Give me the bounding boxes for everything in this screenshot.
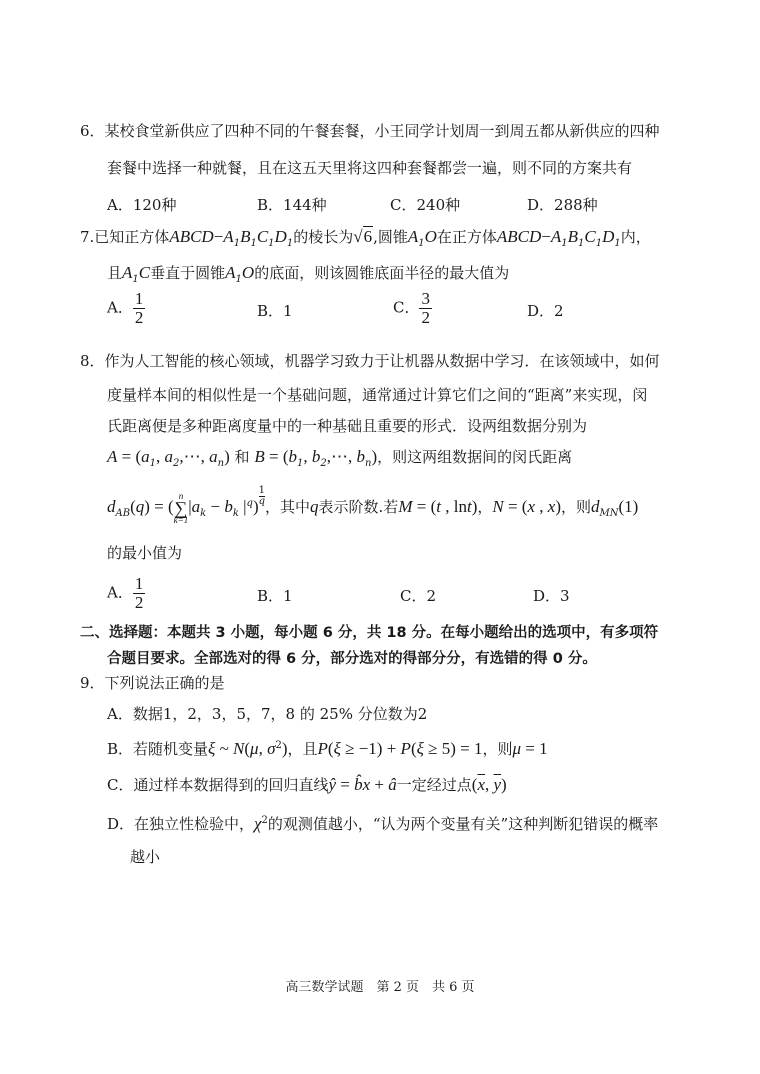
q9-option-c: C．通过样本数据得到的回归直线ŷ = b̂x + â一定经过点($\overline{x}$, $\overline{y}$)	[107, 775, 507, 794]
q8-line2: 度量样本间的相似性是一个基础问题，通常通过计算它们之间的“距离”来实现，闵	[107, 386, 648, 404]
q8-line6: 的最小值为	[107, 544, 183, 562]
q8-option-b: B．1	[257, 587, 293, 605]
q9-option-a: A．数据1，2，3，5，7，8 的 25% 分位数为2	[107, 705, 428, 723]
q9-option-b: B．若随机变量ξ ~ N(μ, $\sigma^2$)，且P(ξ ≥ −1) + P(ξ ≥ 5) = 1，则μ = 1	[107, 739, 548, 758]
q8-option-d: D．3	[533, 587, 570, 605]
sqrt-symbol: √	[353, 227, 363, 246]
q6-option-b: B．144种	[257, 196, 327, 214]
q8-line5: $d_{AB}(q)$ = ( n ∑ k=1 $|a_k - b_k$ $|^q$) $^{\frac{1}{q}}$ ，其中q表示阶数.若M = (t , lnt)，N = (x , x)，则$d_{MN}(1)$	[107, 485, 639, 526]
section2-line1: 二、选择题：本题共 3 小题，每小题 6 分，共 18 分。在每小题给出的选项中，有多项符	[80, 625, 659, 641]
q6-option-d: D．288种	[527, 196, 598, 214]
q8-line4: $A = (a_1$, $a_2,\cdots$, $a_n$) 和 $B = (b_1$, $b_2,\cdots$, $b_n$)，则这两组数据间的闵氏距离	[107, 447, 573, 469]
q6-line2: 套餐中选择一种就餐，且在这五天里将这四种套餐都尝一遍，则不同的方案共有	[107, 159, 633, 177]
q7-option-d: D．2	[527, 302, 564, 320]
q8-line1: 8．作为人工智能的核心领域，机器学习致力于让机器从数据中学习．在该领域中，如何	[80, 352, 660, 370]
q7-line1: 7.已知正方体$ABCD-A_1B_1C_1D_1$的棱长为√6,圆锥$A_1O$在正方体$ABCD-A_1B_1C_1D_1$内，	[80, 227, 651, 249]
q9-stem: 9．下列说法正确的是	[80, 674, 225, 692]
q9-option-d-line2: 越小	[130, 848, 161, 866]
q9-option-d-line1: D．在独立性检验中，$\chi^2$的观测值越小，“认为两个变量有关”这种判断犯错误的概率	[107, 814, 659, 833]
q7-option-a: A． $\frac{1}{2}$	[107, 289, 144, 327]
q6-option-c: C．240种	[390, 196, 461, 214]
q7-option-b: B．1	[257, 302, 293, 320]
q6-line1: 6．某校食堂新供应了四种不同的午餐套餐，小王同学计划周一到周五都从新供应的四种	[80, 122, 660, 140]
q7-line2: 且$A_1C$垂直于圆锥$A_1O$的底面，则该圆锥底面半径的最大值为	[107, 263, 510, 285]
q8-line3: 氏距离便是多种距离度量中的一种基础且重要的形式．设两组数据分别为	[107, 417, 588, 435]
q8-option-a: A． $\frac{1}{2}$	[107, 574, 144, 612]
q6-option-a: A．120种	[107, 196, 177, 214]
page-footer: 高三数学试题 第 2 页 共 6 页	[285, 980, 475, 995]
q7-option-c: C． $\frac{3}{2}$	[393, 289, 430, 327]
section2-line2: 合题目要求。全部选对的得 6 分，部分选对的得部分分，有选错的得 0 分。	[107, 651, 597, 667]
q8-option-c: C．2	[400, 587, 437, 605]
